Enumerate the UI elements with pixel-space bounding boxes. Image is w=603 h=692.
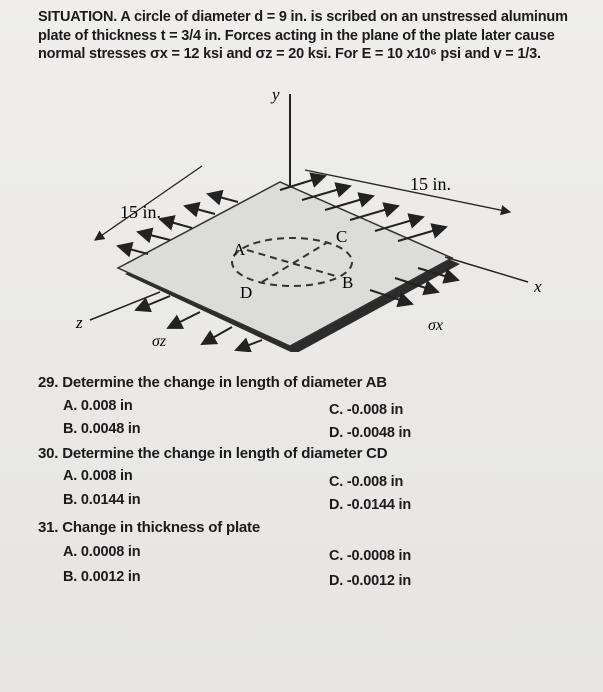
situation-text: [38, 8, 593, 64]
question-31-title: 31. Change in thickness of plate: [38, 519, 260, 536]
q31-option-b[interactable]: B. 0.0012 in: [63, 569, 141, 585]
q31-option-d[interactable]: D. -0.0012 in: [329, 573, 412, 589]
dimension-label-left: 15 in.: [120, 202, 162, 222]
q30-option-a[interactable]: A. 0.008 in: [63, 468, 133, 484]
y-axis-label: y: [272, 85, 280, 104]
q31-option-c[interactable]: C. -0.0008 in: [329, 548, 412, 564]
q30-option-c[interactable]: C. -0.008 in: [329, 474, 404, 490]
plate-top: [118, 182, 452, 346]
x-axis-label: x: [534, 277, 542, 296]
q29-option-a[interactable]: A. 0.008 in: [63, 398, 133, 414]
point-b-label: B: [342, 273, 354, 292]
q31-option-a[interactable]: A. 0.0008 in: [63, 544, 141, 560]
situation-line-1: [38, 8, 593, 27]
z-axis-label: z: [76, 313, 83, 332]
q29-option-c[interactable]: C. -0.008 in: [329, 402, 404, 418]
dimension-label-right: 15 in.: [410, 174, 452, 194]
q30-option-b[interactable]: B. 0.0144 in: [63, 492, 141, 508]
x-axis-line: [445, 257, 528, 282]
z-axis-line: [90, 292, 160, 320]
point-a-label: A: [233, 240, 246, 259]
sigma-z-label: σz: [152, 333, 167, 350]
situation-line-1-text: A circle of diameter d = 9 in. is scribed on an unstressed aluminum: [120, 9, 568, 25]
q30-option-d[interactable]: D. -0.0144 in: [329, 497, 412, 513]
situation-line-2: plate of thickness t = 3/4 in. Forces acting in the plane of the plate later cause: [38, 27, 555, 44]
situation-label: SITUATION.: [38, 9, 118, 25]
question-30-title: 30. Determine the change in length of diameter CD: [38, 445, 388, 462]
point-d-label: D: [240, 283, 253, 302]
point-c-label: C: [336, 227, 348, 246]
q29-option-b[interactable]: B. 0.0048 in: [63, 421, 141, 437]
question-29-title: 29. Determine the change in length of diameter AB: [38, 374, 387, 391]
situation-line-3: normal stresses σx = 12 ksi and σz = 20 ksi. For E = 10 x10⁶ psi and v = 1/3.: [38, 46, 541, 62]
sigma-x-label: σx: [428, 317, 443, 334]
q29-option-d[interactable]: D. -0.0048 in: [329, 425, 412, 441]
plate-diagram: [40, 82, 600, 352]
